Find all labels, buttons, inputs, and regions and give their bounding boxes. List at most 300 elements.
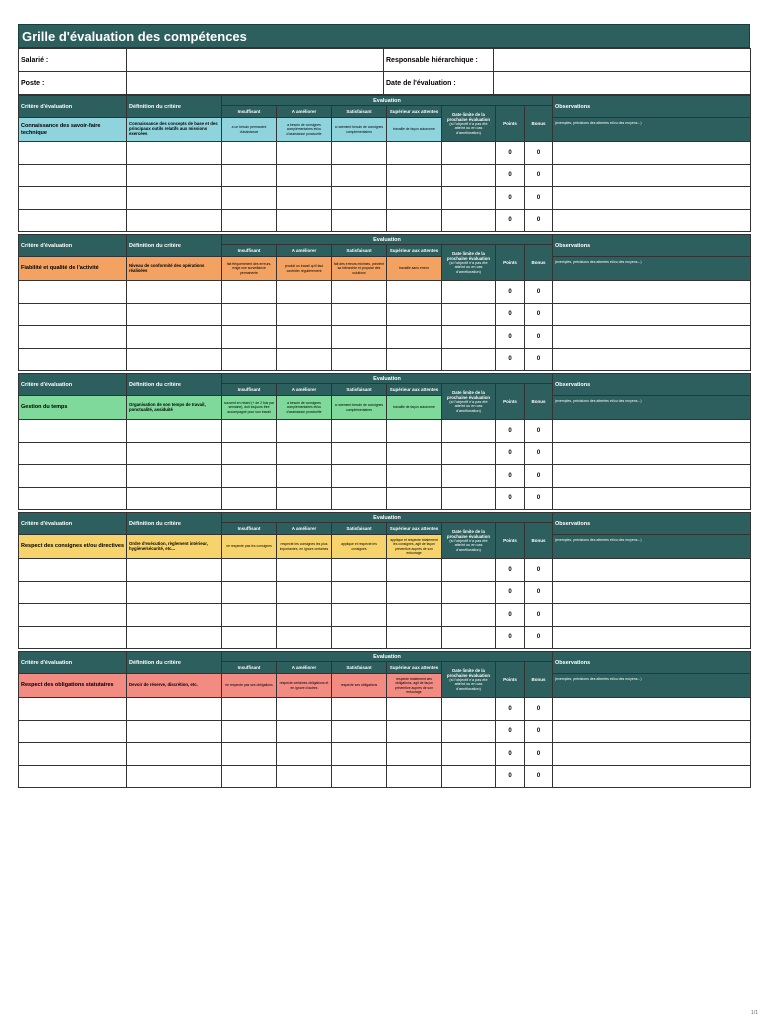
critere-header: Critère d'évaluation [19,374,127,396]
level-insuffisant-description: ne respecte pas ses obligations [222,674,277,698]
observations-header: Observations [553,652,751,674]
definition-entry-cell[interactable] [127,720,222,743]
definition-entry-cell[interactable] [127,698,222,721]
insuffisant-cell[interactable] [222,487,277,510]
points-cell[interactable]: 0 [496,743,525,766]
bonus-cell[interactable]: 0 [525,698,553,721]
satisfaisant-cell[interactable] [332,142,387,165]
superieur-cell[interactable] [387,164,442,187]
observations-cell[interactable] [553,209,751,232]
observations-note: (exemples, précisions des attentes et/ou des moyens...) [553,257,751,281]
observations-cell[interactable] [553,187,751,210]
level-satisfaisant-description: a rarement besoin de consignes complémentaires [332,118,387,142]
definition-header: Définition du critère [127,513,222,535]
points-cell[interactable]: 0 [496,559,525,582]
criterion-entry-cell[interactable] [19,559,127,582]
critere-header: Critère d'évaluation [19,513,127,535]
sheet-title: Grille d'évaluation des compétences [18,24,750,48]
definition-entry-cell[interactable] [127,559,222,582]
date-limite-cell[interactable] [442,281,496,304]
observations-header: Observations [553,235,751,257]
bonus-cell[interactable]: 0 [525,720,553,743]
responsable-field[interactable] [494,49,751,72]
date-limite-header [442,523,496,559]
satisfaisant-cell[interactable] [332,164,387,187]
evaluation-row [19,348,751,371]
evaluation-row [19,209,751,232]
satisfaisant-cell[interactable] [332,442,387,465]
page-number: 1/1 [751,1010,758,1016]
insuffisant-cell[interactable] [222,326,277,349]
bonus-cell[interactable]: 0 [525,303,553,326]
definition-entry-cell[interactable] [127,442,222,465]
observations-cell[interactable] [553,348,751,371]
superieur-cell[interactable] [387,209,442,232]
date-limite-cell[interactable] [442,765,496,788]
criterion-entry-cell[interactable] [19,720,127,743]
date-limite-cell[interactable] [442,303,496,326]
definition-entry-cell[interactable] [127,604,222,627]
a-ameliorer-cell[interactable] [277,743,332,766]
level-satisfaisant-header: Satisfaisant [332,106,387,118]
criterion-entry-cell[interactable] [19,442,127,465]
level-insuffisant-description: a un besoin permanent d'assistance [222,118,277,142]
definition-entry-cell[interactable] [127,187,222,210]
superieur-cell[interactable] [387,142,442,165]
definition-entry-cell[interactable] [127,743,222,766]
a-ameliorer-cell[interactable] [277,604,332,627]
definition-entry-cell[interactable] [127,465,222,488]
insuffisant-cell[interactable] [222,581,277,604]
date-limite-cell[interactable] [442,743,496,766]
evaluation-row [19,164,751,187]
bonus-header: Bonus [525,245,553,281]
criterion-entry-cell[interactable] [19,187,127,210]
insuffisant-cell[interactable] [222,765,277,788]
observations-cell[interactable] [553,420,751,443]
observations-cell[interactable] [553,765,751,788]
evaluation-row [19,303,751,326]
evaluation-sheet [18,24,750,788]
criterion-entry-cell[interactable] [19,326,127,349]
definition-entry-cell[interactable] [127,209,222,232]
satisfaisant-cell[interactable] [332,626,387,649]
bonus-header: Bonus [525,662,553,698]
superieur-cell[interactable] [387,604,442,627]
satisfaisant-cell[interactable] [332,420,387,443]
a-ameliorer-cell[interactable] [277,187,332,210]
level-satisfaisant-description: applique et respecte les consignes [332,535,387,559]
a-ameliorer-cell[interactable] [277,626,332,649]
evaluation-row [19,187,751,210]
criterion-entry-cell[interactable] [19,348,127,371]
date-limite-cell[interactable] [442,720,496,743]
date-limite-cell[interactable] [442,626,496,649]
a-ameliorer-cell[interactable] [277,420,332,443]
insuffisant-cell[interactable] [222,420,277,443]
insuffisant-cell[interactable] [222,348,277,371]
bonus-cell[interactable]: 0 [525,187,553,210]
bonus-header: Bonus [525,106,553,142]
evaluation-row [19,581,751,604]
criterion-entry-cell[interactable] [19,487,127,510]
points-cell[interactable]: 0 [496,420,525,443]
satisfaisant-cell[interactable] [332,187,387,210]
a-ameliorer-cell[interactable] [277,698,332,721]
a-ameliorer-cell[interactable] [277,164,332,187]
bonus-cell[interactable]: 0 [525,442,553,465]
evaluation-row [19,743,751,766]
date-limite-note: (si l'objectif n'a pas été atteint ou en cas d'amélioration) [449,677,488,691]
a-ameliorer-cell[interactable] [277,281,332,304]
criterion-entry-cell[interactable] [19,209,127,232]
superieur-cell[interactable] [387,465,442,488]
observations-cell[interactable] [553,487,751,510]
poste-field[interactable] [127,72,384,95]
insuffisant-cell[interactable] [222,442,277,465]
points-cell[interactable]: 0 [496,487,525,510]
level-satisfaisant-header: Satisfaisant [332,523,387,535]
level-insuffisant-header: Insuffisant [222,245,277,257]
definition-header: Définition du critère [127,374,222,396]
evaluation-header: Evaluation [222,513,553,523]
a-ameliorer-cell[interactable] [277,581,332,604]
observations-cell[interactable] [553,442,751,465]
evaluation-row [19,326,751,349]
criterion-entry-cell[interactable] [19,698,127,721]
bonus-cell[interactable]: 0 [525,487,553,510]
date-limite-cell[interactable] [442,465,496,488]
date-limite-cell[interactable] [442,487,496,510]
satisfaisant-cell[interactable] [332,326,387,349]
criterion-name: Respect des obligations statutaires [19,674,127,698]
points-cell[interactable]: 0 [496,164,525,187]
definition-entry-cell[interactable] [127,164,222,187]
observations-header: Observations [553,513,751,535]
salarie-field[interactable] [127,49,384,72]
criterion-entry-cell[interactable] [19,765,127,788]
insuffisant-cell[interactable] [222,559,277,582]
bonus-cell[interactable]: 0 [525,348,553,371]
bonus-cell[interactable]: 0 [525,743,553,766]
a-ameliorer-cell[interactable] [277,487,332,510]
a-ameliorer-cell[interactable] [277,465,332,488]
salarie-label: Salarié : [19,49,127,72]
level-satisfaisant-header: Satisfaisant [332,384,387,396]
bonus-cell[interactable]: 0 [525,281,553,304]
satisfaisant-cell[interactable] [332,303,387,326]
definition-entry-cell[interactable] [127,303,222,326]
observations-header: Observations [553,96,751,118]
satisfaisant-cell[interactable] [332,487,387,510]
superieur-cell[interactable] [387,420,442,443]
satisfaisant-cell[interactable] [332,720,387,743]
criterion-name: Connaissance des savoir-faire technique [19,118,127,142]
observations-cell[interactable] [553,626,751,649]
insuffisant-cell[interactable] [222,303,277,326]
points-cell[interactable]: 0 [496,348,525,371]
observations-cell[interactable] [553,465,751,488]
observations-cell[interactable] [553,164,751,187]
criterion-entry-cell[interactable] [19,581,127,604]
date-limite-cell[interactable] [442,442,496,465]
criterion-name: Gestion du temps [19,396,127,420]
satisfaisant-cell[interactable] [332,559,387,582]
observations-cell[interactable] [553,604,751,627]
criterion-definition: Niveau de conformité des opérations réalisées [127,257,222,281]
insuffisant-cell[interactable] [222,604,277,627]
date-limite-cell[interactable] [442,348,496,371]
superieur-cell[interactable] [387,487,442,510]
criterion-section [18,512,751,649]
points-cell[interactable]: 0 [496,698,525,721]
bonus-cell[interactable]: 0 [525,465,553,488]
satisfaisant-cell[interactable] [332,765,387,788]
observations-cell[interactable] [553,720,751,743]
definition-header: Définition du critère [127,652,222,674]
points-header: Points [496,106,525,142]
date-limite-cell[interactable] [442,604,496,627]
satisfaisant-cell[interactable] [332,281,387,304]
date-limite-title: Date limite de la prochaine évaluation [447,111,490,122]
evaluation-header: Evaluation [222,652,553,662]
definition-entry-cell[interactable] [127,326,222,349]
points-cell[interactable]: 0 [496,720,525,743]
criterion-definition: Connaissance des concepts de base et des principaux outils relatifs aux missions exercées [127,118,222,142]
date-limite-title: Date limite de la prochaine évaluation [447,250,490,261]
bonus-cell[interactable]: 0 [525,164,553,187]
date-limite-cell[interactable] [442,326,496,349]
level-a-ameliorer-description: produit un travail qu'il faut contrôler régulièrement [277,257,332,281]
observations-note: (exemples, précisions des attentes et/ou des moyens...) [553,396,751,420]
a-ameliorer-cell[interactable] [277,142,332,165]
critere-header: Critère d'évaluation [19,652,127,674]
level-superieur-description: applique et respecte totalement les consignes, agit de façon préventive auprès de son entourage [387,535,442,559]
definition-entry-cell[interactable] [127,348,222,371]
definition-entry-cell[interactable] [127,626,222,649]
evaluation-row [19,765,751,788]
observations-note: (exemples, précisions des attentes et/ou des moyens...) [553,674,751,698]
date-limite-cell[interactable] [442,698,496,721]
points-cell[interactable]: 0 [496,604,525,627]
insuffisant-cell[interactable] [222,626,277,649]
observations-note: (exemples, précisions des attentes et/ou des moyens...) [553,118,751,142]
a-ameliorer-cell[interactable] [277,303,332,326]
evaluation-row [19,442,751,465]
responsable-label: Responsable hiérarchique : [384,49,494,72]
criterion-entry-cell[interactable] [19,465,127,488]
bonus-cell[interactable]: 0 [525,420,553,443]
superieur-cell[interactable] [387,281,442,304]
level-a-ameliorer-description: a besoin de consignes complémentaires et/ou d'assistance ponctuelle [277,396,332,420]
bonus-cell[interactable]: 0 [525,604,553,627]
definition-entry-cell[interactable] [127,281,222,304]
a-ameliorer-cell[interactable] [277,559,332,582]
date-limite-cell[interactable] [442,420,496,443]
points-cell[interactable]: 0 [496,303,525,326]
level-insuffisant-header: Insuffisant [222,662,277,674]
a-ameliorer-cell[interactable] [277,720,332,743]
definition-entry-cell[interactable] [127,420,222,443]
insuffisant-cell[interactable] [222,743,277,766]
date-limite-header [442,384,496,420]
level-insuffisant-description: souvent en retard (+ de 2 fois par semaine), doit toujours être accompagné pour son travail [222,396,277,420]
insuffisant-cell[interactable] [222,187,277,210]
satisfaisant-cell[interactable] [332,465,387,488]
superieur-cell[interactable] [387,187,442,210]
definition-entry-cell[interactable] [127,487,222,510]
level-insuffisant-header: Insuffisant [222,106,277,118]
superieur-cell[interactable] [387,720,442,743]
date-limite-cell[interactable] [442,142,496,165]
criterion-name: Respect des consignes et/ou directives [19,535,127,559]
a-ameliorer-cell[interactable] [277,348,332,371]
insuffisant-cell[interactable] [222,164,277,187]
bonus-cell[interactable]: 0 [525,142,553,165]
bonus-cell[interactable]: 0 [525,626,553,649]
points-header: Points [496,384,525,420]
criterion-entry-cell[interactable] [19,281,127,304]
superieur-cell[interactable] [387,698,442,721]
points-header: Points [496,523,525,559]
satisfaisant-cell[interactable] [332,348,387,371]
evaluation-row [19,720,751,743]
superieur-cell[interactable] [387,559,442,582]
date-limite-title: Date limite de la prochaine évaluation [447,389,490,400]
criterion-definition: Devoir de réserve, discrétion, etc. [127,674,222,698]
points-cell[interactable]: 0 [496,465,525,488]
level-satisfaisant-description: a rarement besoin de consignes complémentaires [332,396,387,420]
criterion-entry-cell[interactable] [19,626,127,649]
level-a-ameliorer-header: A améliorer [277,662,332,674]
date-limite-cell[interactable] [442,164,496,187]
date-limite-cell[interactable] [442,209,496,232]
criterion-entry-cell[interactable] [19,420,127,443]
points-cell[interactable]: 0 [496,209,525,232]
superieur-cell[interactable] [387,326,442,349]
level-superieur-description: travaille sans erreur [387,257,442,281]
bonus-cell[interactable]: 0 [525,765,553,788]
evaluation-row [19,626,751,649]
definition-entry-cell[interactable] [127,581,222,604]
points-header: Points [496,662,525,698]
criterion-entry-cell[interactable] [19,142,127,165]
bonus-cell[interactable]: 0 [525,559,553,582]
date-limite-cell[interactable] [442,559,496,582]
evaluation-row [19,142,751,165]
a-ameliorer-cell[interactable] [277,326,332,349]
insuffisant-cell[interactable] [222,465,277,488]
level-satisfaisant-header: Satisfaisant [332,662,387,674]
a-ameliorer-cell[interactable] [277,765,332,788]
date-limite-header [442,106,496,142]
observations-cell[interactable] [553,581,751,604]
insuffisant-cell[interactable] [222,720,277,743]
points-cell[interactable]: 0 [496,142,525,165]
superieur-cell[interactable] [387,581,442,604]
a-ameliorer-cell[interactable] [277,442,332,465]
satisfaisant-cell[interactable] [332,581,387,604]
evaluation-row [19,698,751,721]
points-cell[interactable]: 0 [496,765,525,788]
criterion-entry-cell[interactable] [19,604,127,627]
level-a-ameliorer-description: respecte les consignes les plus importantes, en ignore certaines [277,535,332,559]
bonus-cell[interactable]: 0 [525,326,553,349]
points-cell[interactable]: 0 [496,626,525,649]
observations-cell[interactable] [553,559,751,582]
points-cell[interactable]: 0 [496,581,525,604]
criterion-definition: Organisation de son temps de travail, ponctualité, assiduité [127,396,222,420]
criterion-section [18,651,751,788]
date-limite-title: Date limite de la prochaine évaluation [447,528,490,539]
evaluation-row [19,281,751,304]
insuffisant-cell[interactable] [222,209,277,232]
observations-cell[interactable] [553,303,751,326]
satisfaisant-cell[interactable] [332,604,387,627]
points-cell[interactable]: 0 [496,326,525,349]
points-cell[interactable]: 0 [496,187,525,210]
level-a-ameliorer-description: respecte certaines obligations et en ignore d'autres [277,674,332,698]
superieur-cell[interactable] [387,765,442,788]
points-cell[interactable]: 0 [496,442,525,465]
level-superieur-header: Supérieur aux attentes [387,245,442,257]
superieur-cell[interactable] [387,626,442,649]
criterion-entry-cell[interactable] [19,164,127,187]
bonus-header: Bonus [525,384,553,420]
evaluation-header: Evaluation [222,235,553,245]
level-insuffisant-description: fait fréquemment des erreurs, exige une surveillance permanente [222,257,277,281]
satisfaisant-cell[interactable] [332,698,387,721]
definition-entry-cell[interactable] [127,765,222,788]
bonus-cell[interactable]: 0 [525,209,553,232]
level-superieur-header: Supérieur aux attentes [387,662,442,674]
observations-cell[interactable] [553,281,751,304]
observations-note: (exemples, précisions des attentes et/ou des moyens...) [553,535,751,559]
evaluation-row [19,559,751,582]
a-ameliorer-cell[interactable] [277,209,332,232]
date-limite-header [442,662,496,698]
poste-label: Poste : [19,72,127,95]
date-limite-cell[interactable] [442,581,496,604]
superieur-cell[interactable] [387,348,442,371]
observations-cell[interactable] [553,743,751,766]
superieur-cell[interactable] [387,743,442,766]
insuffisant-cell[interactable] [222,281,277,304]
level-a-ameliorer-header: A améliorer [277,523,332,535]
criterion-entry-cell[interactable] [19,303,127,326]
level-satisfaisant-description: respecte ses obligations [332,674,387,698]
satisfaisant-cell[interactable] [332,209,387,232]
definition-entry-cell[interactable] [127,142,222,165]
satisfaisant-cell[interactable] [332,743,387,766]
insuffisant-cell[interactable] [222,698,277,721]
evaluation-row [19,420,751,443]
superieur-cell[interactable] [387,303,442,326]
level-a-ameliorer-header: A améliorer [277,384,332,396]
insuffisant-cell[interactable] [222,142,277,165]
date-limite-cell[interactable] [442,187,496,210]
observations-cell[interactable] [553,326,751,349]
observations-cell[interactable] [553,142,751,165]
observations-cell[interactable] [553,698,751,721]
bonus-cell[interactable]: 0 [525,581,553,604]
bonus-header: Bonus [525,523,553,559]
date-limite-title: Date limite de la prochaine évaluation [447,667,490,678]
points-cell[interactable]: 0 [496,281,525,304]
date-evaluation-field[interactable] [494,72,751,95]
criterion-entry-cell[interactable] [19,743,127,766]
superieur-cell[interactable] [387,442,442,465]
